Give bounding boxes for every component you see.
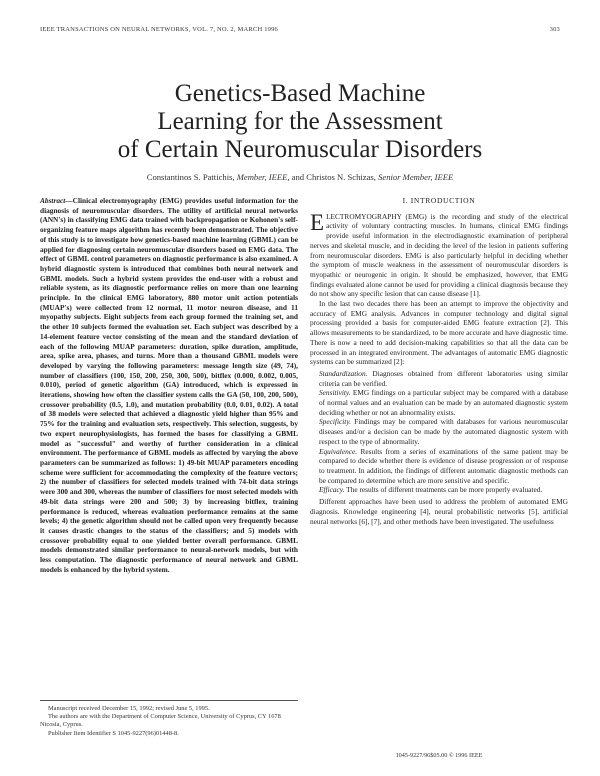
left-column [40,196,298,574]
right-column [310,196,568,526]
abstract [40,196,298,574]
title-line-1: Genetics-Based Machine [174,80,426,107]
author-2-role: Senior Member, IEEE [378,172,454,182]
footnote-affiliation: The authors are with the Department of Computer Science, University of Cyprus, CY 1678 Nicosia, Cyprus. [40,713,281,729]
author-1-role: Member, IEEE, [236,172,290,182]
author-1: Constantinos S. Pattichis, [146,172,235,182]
intro-paragraph-2: In the last two decades there has been an attempt to improve the objectivity and accuracy of EMG analysis. Advances in computer technology and digital signal processing provided a basis for computer-aided EMG feature extraction [2]. This allows measurements to be standardized, to be more accurate and have diagnostic time. There is now a need to add decision-making capabilities so that all the data can be processed in an integrated environment. The advantages of automatic EMG diagnostic systems can be summarized [2]: [310,299,568,367]
footnote-received: Manuscript received December 15, 1992; revised June 5, 1995. [48,705,210,712]
list-item [310,447,568,486]
title-line-3: of Certain Neuromuscular Disorders [117,136,483,163]
section-heading: I. INTRODUCTION [402,196,476,205]
abstract-text: Clinical electromyography (EMG) provides useful information for the diagnosis of neuromuscular disorders. The utility of artificial neural networks (ANN's) in classifying EMG data trained with backpropagation or Kohonen's self-organizing feature maps algorithm has recently been demonstrated. The objective of this study is to investigate how genetics-based machine learning (GBML) can be applied for diagnosing certain neuromuscular disorders based on EMG data. The effect of GBML control parameters on diagnostic performance is also examined. A hybrid diagnostic system is introduced that combines both neural network and GBML models. Such a hybrid system provides the end-user with a robust and reliable system, as its diagnostic performance relies on more than one learning principle. In the clinical EMG laboratory, 880 motor unit action potentials (MUAP's) were collected from 12 normal, 11 motor neuron disease, and 11 myopathy subjects. Eight subjects from each group formed the training set, and the other 10 subjects formed the evaluation set. Each subject was described by a 14-element feature vector consisting of the mean and the standard deviation of each of the following MUAP parameters: duration, spike duration, amplitude, area, spike area, phases, and turns. More than a thousand GBML models were developed by varying the following parameters: message length size (49, 74), number of classifiers (100, 150, 200, 250, 300, 500), bitflex (0.000, 0.002, 0.005, 0.010), period of genetic algorithm (GA) introduced, which is expressed in iterations, showing how often the classifier system calls the GA (50, 100, 200, 500), crossover probability (0.5, 1.0), and mutation probability (0.0, 0.01, 0.02). A total of 38 models were selected that achieved a diagnostic yield higher than 95% and 75% for the training and evaluation sets, respectively. This selection, suggests, by two expert neurophysiologists, has formed the bases for classifying a GBML model as "successful" and worthy of further consideration in a clinical environment. The performance of GBML models as affected by varying the above parameters can be summarized as follows: 1) 49-bit MUAP parameters encoding scheme were sufficient for accommodating the complexity of the feature vectors; 2) the number of classifiers for selected models trained with 74-bit data strings were 300 and 300, whereas the number of classifiers for most selected models with 49-bit data strings were 200 and 500; 3) by increasing bitflex, training performance is reduced, whereas evaluation performance remains at the same levels; 4) the genetic algorithm should not be called upon very frequently because it causes drastic changes to the status of the classifiers; and 5) models with crossover probability equal to one yielded better overall performance. GBML models demonstrated similar performance to neural-network models, but with less computation. The diagnostic performance of neural network and GBML models is enhanced by the hybrid system. [40,196,298,574]
author-connector: and [291,172,305,182]
list-item-term: Standardization. [319,368,368,378]
intro-paragraph-1-text: LECTROMYOGRAPHY (EMG) is the recording and study of the electrical activity of voluntary contracting muscles. In humans, clinical EMG findings provide useful information in the electrodiagnostic examination of peripheral nerves and skeletal muscle, and in deciding the level of the lesion in patients suffering from neuromuscular disorders. EMG is also particularly helpful in deciding whether the symptom of muscle weakness in the assessment of neuromuscular disorders is myopathic or neurogenic in origin. It should be emphasized, however, that EMG findings evaluated alone cannot be used for providing a clinical diagnosis because they do not show any specific lesion that can cause disease [1]. [310,211,568,299]
list-item-text: Diagnoses obtained from different laboratories using similar criteria can be verified. [319,368,568,388]
drop-cap: E [310,209,325,235]
intro-paragraph-1 [310,209,568,299]
list-item [310,417,568,446]
list-item-term: Specificity. [319,417,352,427]
author-line [40,172,560,182]
footnote-identifier: Publisher Item Identifier S 1045-9227(96)01448-8. [48,729,179,737]
advantages-list [310,369,568,495]
copyright-code: 1045-9227/96$05.00 © 1996 IEEE [395,752,483,759]
paper-title [40,80,560,164]
abstract-lead: Abstract— [40,196,73,205]
list-item [310,369,568,388]
list-item-text: Results from a series of examinations of the same patient may be compared to decide whether there is evidence of disease progression or of response to treatment. In addition, the findings of different automatic diagnostic methods can be compared to determine which are more sensitive and specific. [319,446,569,485]
footnotes [40,700,298,738]
page-number: 303 [549,26,560,33]
list-item-text: Findings may be compared with databases for various neuromuscular diseases and/or a decision can be made by the automated diagnostic system with respect to the type of abnormality. [319,417,568,446]
author-2: Christos N. Schizas, [306,172,376,182]
journal-info: IEEE TRANSACTIONS ON NEURAL NETWORKS, VOL. 7, NO. 2, MARCH 1996 [40,26,278,33]
intro-paragraph-3: Different approaches have been used to address the problem of automated EMG diagnosis. Knowledge engineering [4], neural probabilistic networks [5], artificial neural networks [6], [7], and other methods have been investigated. The usefulness [310,497,568,526]
list-item [310,485,568,495]
list-item-text: EMG findings on a particular subject may be compared with a database of normal values and an evaluation can be made by an automated diagnostic system deciding whether or not an abnormality exists. [319,388,568,417]
running-header [40,26,560,33]
list-item-term: Sensitivity. [319,388,351,398]
list-item-term: Efficacy. [319,485,345,495]
list-item-term: Equivalence. [319,446,358,456]
list-item-text: The results of different treatments can be more properly evaluated. [346,485,543,495]
list-item [310,388,568,417]
title-line-2: Learning for the Assessment [157,108,443,135]
